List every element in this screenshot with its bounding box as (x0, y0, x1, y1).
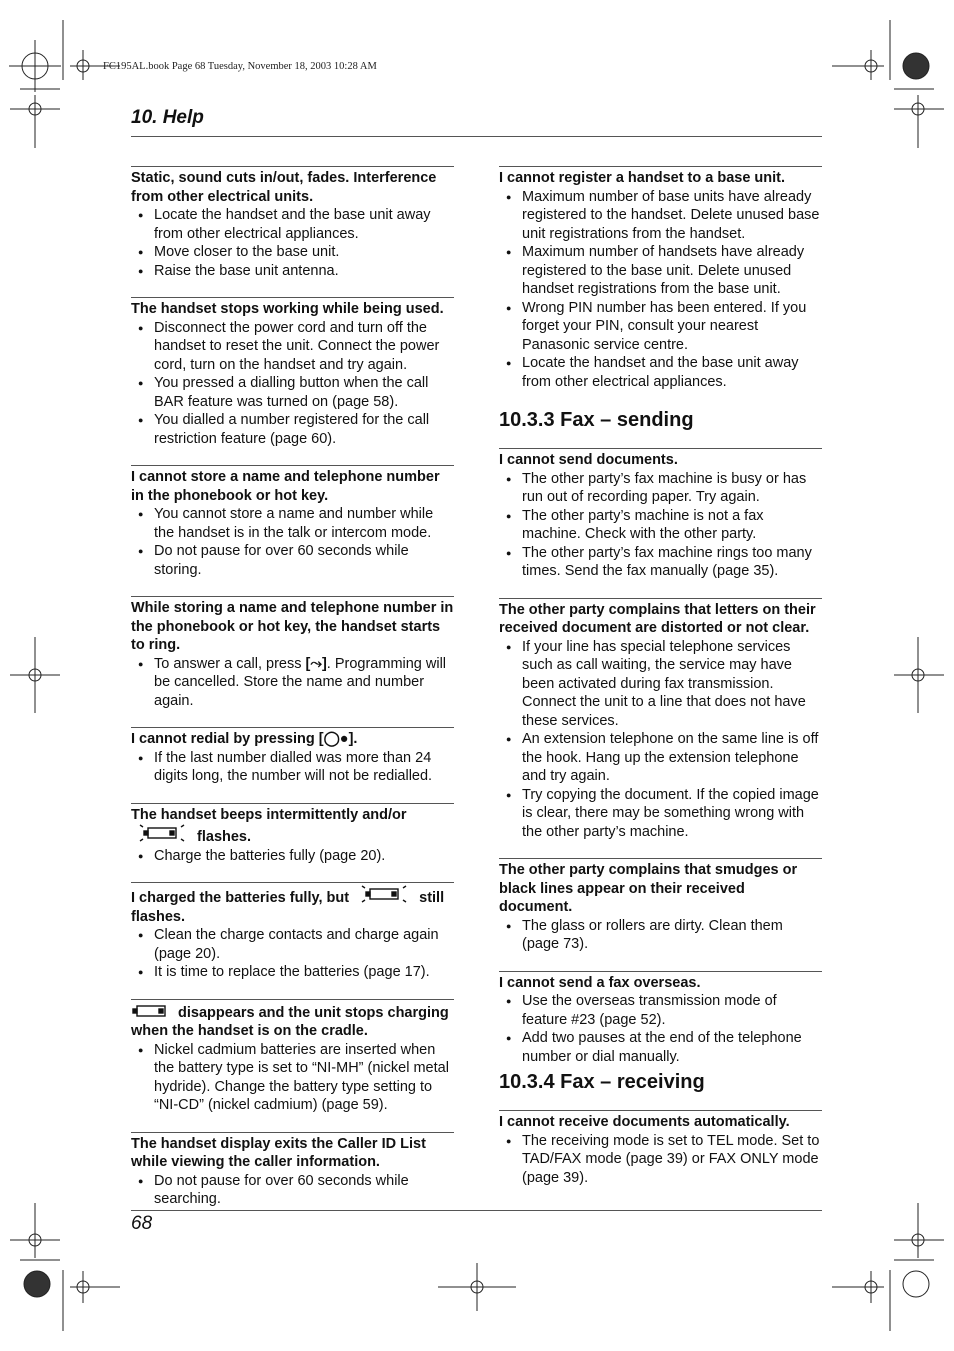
redial-key-icon: [◯●] (318, 731, 354, 747)
list-item: ● Move closer to the base unit. (131, 243, 454, 262)
block-title: I cannot register a handset to a base unit. (499, 170, 786, 186)
list-item (131, 655, 454, 711)
block-title-text: . (353, 731, 358, 747)
trouble-block (499, 598, 822, 842)
trouble-block (131, 727, 454, 786)
trouble-block (131, 882, 454, 982)
fax-receiving-heading: 10.3.4 Fax – receiving (499, 1071, 705, 1093)
list-item: ● You dialled a number registered for the call restriction feature (page 60). (131, 411, 454, 448)
block-title: I cannot send a fax overseas. (499, 974, 701, 991)
trouble-block (131, 166, 454, 280)
trouble-block (499, 448, 822, 581)
trouble-block (499, 971, 822, 1067)
block-title (131, 806, 454, 847)
trouble-block (131, 465, 454, 579)
block-title (131, 1002, 454, 1041)
page-section-title: 10. Help (131, 107, 204, 128)
fax-sending-heading: 10.3.3 Fax – sending (499, 409, 694, 431)
battery-flashing-icon (134, 824, 190, 844)
list-item: ● Locate the handset and the base unit away from other electrical appliances. (131, 206, 454, 243)
list-item: ● If your line has special telephone services such as call waiting, the service may have been activated during fax transmission. Connect the unit to a line that does not have these services. (499, 638, 822, 731)
trouble-block (499, 1110, 822, 1187)
block-title (131, 885, 454, 926)
list-item: ● Try copying the document. If the copied image is clear, there may be something wrong with the other party’s machine. (499, 786, 822, 842)
list-item: ● Do not pause for over 60 seconds while storing. (131, 542, 454, 579)
list-item: ● Clean the charge contacts and charge again (page 20). (131, 926, 454, 963)
block-title-text: flashes. (193, 829, 252, 845)
list-item: ● You cannot store a name and number while the handset is in the talk or intercom mode. (131, 505, 454, 542)
list-item: ● An extension telephone on the same line is off the hook. Hang up the extension telephone and try again. (499, 730, 822, 786)
block-title: I cannot receive documents automatically. (499, 1114, 790, 1130)
battery-flashing-icon (356, 885, 412, 905)
block-title: The other party complains that smudges or black lines appear on their received document. (499, 862, 798, 915)
print-slug: FC195AL.book Page 68 Tuesday, November 18, 2003 10:28 AM (103, 61, 377, 72)
list-item: ● The receiving mode is set to TEL mode. Set to TAD/FAX mode (page 39) or FAX ONLY mode (page 39). (499, 1132, 822, 1188)
battery-icon (131, 1002, 171, 1020)
list-item: ● Disconnect the power cord and turn off the handset to reset the unit. Connect the power cord, turn on the handset and try again. (131, 319, 454, 375)
page-number: 68 (131, 1213, 153, 1234)
block-title: The handset stops working while being used. (131, 301, 444, 317)
trouble-block (131, 999, 454, 1115)
list-item: ● The other party’s machine is not a fax machine. Check with the other party. (499, 507, 822, 544)
list-item-text: . Programming will be cancelled. Store the name and number again. (154, 655, 447, 709)
list-item: ● The other party’s fax machine is busy or has run out of recording paper. Try again. (499, 470, 822, 507)
right-column (499, 166, 822, 1204)
talk-key-icon: [⤳] (305, 655, 327, 672)
list-item: ● You pressed a dialling button when the call BAR feature was turned on (page 58). (131, 374, 454, 411)
block-title-text: The handset beeps intermittently and/or (131, 806, 407, 823)
trouble-block (499, 858, 822, 954)
list-item: ● Raise the base unit antenna. (131, 262, 454, 281)
footer-rule (131, 1210, 822, 1211)
trouble-block (499, 166, 822, 391)
list-item: ● Add two pauses at the end of the telephone number or dial manually. (499, 1029, 822, 1066)
list-item-text: To answer a call, press (154, 655, 306, 672)
block-title: The handset display exits the Caller ID List while viewing the caller information. (131, 1135, 426, 1170)
list-item: ● Wrong PIN number has been entered. If you forget your PIN, consult your nearest Panasonic service centre. (499, 299, 822, 355)
list-item: ● Use the overseas transmission mode of feature #23 (page 52). (499, 992, 822, 1029)
list-item: ● The glass or rollers are dirty. Clean them (page 73). (499, 917, 822, 954)
left-column (131, 166, 454, 1226)
block-title: Static, sound cuts in/out, fades. Interference from other electrical units. (131, 170, 437, 205)
block-title: While storing a name and telephone number in the phonebook or hot key, the handset starts to ring. (131, 600, 454, 653)
list-item: ● Do not pause for over 60 seconds while searching. (131, 1172, 454, 1209)
list-item: ● It is time to replace the batteries (page 17). (131, 963, 454, 982)
block-title: I cannot send documents. (499, 452, 678, 468)
block-title-text: I charged the batteries fully, but (131, 890, 354, 906)
trouble-block (131, 297, 454, 448)
list-item: ● Nickel cadmium batteries are inserted when the battery type is set to “NI-MH” (nickel metal hydride). Change the battery type setting to “NI-CD” (nickel cadmium) (page 59). (131, 1041, 454, 1115)
block-title-text: I cannot redial by pressing (131, 731, 319, 747)
list-item: ● Locate the handset and the base unit away from other electrical appliances. (499, 354, 822, 391)
list-item: ● If the last number dialled was more than 24 digits long, the number will not be redialled. (131, 749, 454, 786)
block-title-text: still flashes. (131, 890, 445, 925)
list-item: ● Maximum number of base units have already registered to the handset. Delete unused base unit registrations from the handset. (499, 188, 822, 244)
trouble-block (131, 1132, 454, 1209)
block-title: The other party complains that letters on their received document are distorted or not clear. (499, 601, 816, 636)
header-rule (131, 136, 822, 137)
block-title: I cannot store a name and telephone number in the phonebook or hot key. (131, 469, 440, 504)
list-item: ● The other party’s fax machine rings too many times. Send the fax manually (page 35). (499, 544, 822, 581)
list-item: ● Charge the batteries fully (page 20). (131, 847, 454, 866)
block-title (131, 730, 454, 749)
block-title-text: disappears and the unit stops charging when the handset is on the cradle. (131, 1004, 449, 1039)
trouble-block (131, 596, 454, 710)
list-item: ● Maximum number of handsets have already registered to the base unit. Delete unused handset registrations from the base unit. (499, 243, 822, 299)
trouble-block (131, 803, 454, 866)
